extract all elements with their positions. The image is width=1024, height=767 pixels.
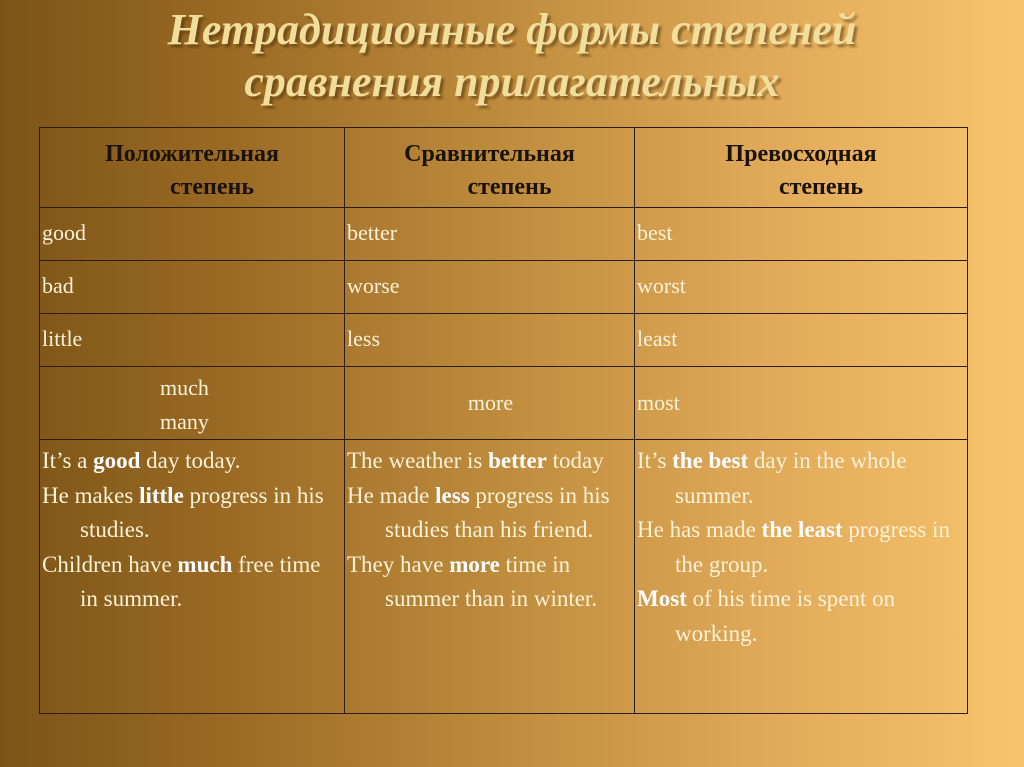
slide-title-line-1: Нетрадиционные формы степеней: [167, 5, 857, 54]
slide-title-line-2: сравнения прилагательных: [244, 57, 780, 106]
examples-row: [40, 440, 968, 714]
table-row: [40, 208, 968, 261]
word-much: much: [160, 375, 209, 400]
cell-superlative: most: [635, 367, 968, 440]
header-superlative: Превосходная степень: [635, 128, 968, 208]
cell-positive: little: [40, 314, 345, 367]
cell-positive: [40, 367, 345, 440]
table-row: [40, 261, 968, 314]
slide-title: [0, 4, 1024, 108]
comparison-table: [39, 127, 968, 714]
cell-superlative: best: [635, 208, 968, 261]
example-sentence: The weather is better today: [347, 448, 604, 473]
example-sentence: It’s a good day today.: [42, 448, 241, 473]
example-sentence: Most of his time is spent on working.: [637, 586, 896, 646]
example-sentence: They have more time in summer than in winter.: [347, 551, 598, 611]
example-sentence: Children have much free time in summer.: [42, 551, 321, 611]
cell-positive: good: [40, 208, 345, 261]
table-row: [40, 367, 968, 440]
cell-positive: bad: [40, 261, 345, 314]
header-positive: Положительная степень: [40, 128, 345, 208]
examples-superlative: [635, 440, 968, 714]
cell-superlative: worst: [635, 261, 968, 314]
table-row: [40, 314, 968, 367]
example-sentence: He makes little progress in his studies.: [42, 482, 324, 542]
example-sentence: He has made the least progress in the group.: [637, 517, 950, 577]
header-comparative: Сравнительная степень: [345, 128, 635, 208]
cell-comparative: less: [345, 314, 635, 367]
examples-comparative: [345, 440, 635, 714]
example-sentence: It’s the best day in the whole summer.: [637, 448, 907, 508]
examples-positive: [40, 440, 345, 714]
word-many: many: [160, 409, 209, 434]
example-sentence: He made less progress in his studies than his friend.: [347, 482, 610, 542]
cell-comparative: worse: [345, 261, 635, 314]
cell-comparative: more: [345, 367, 635, 440]
cell-superlative: least: [635, 314, 968, 367]
cell-comparative: better: [345, 208, 635, 261]
header-row: [40, 128, 968, 208]
